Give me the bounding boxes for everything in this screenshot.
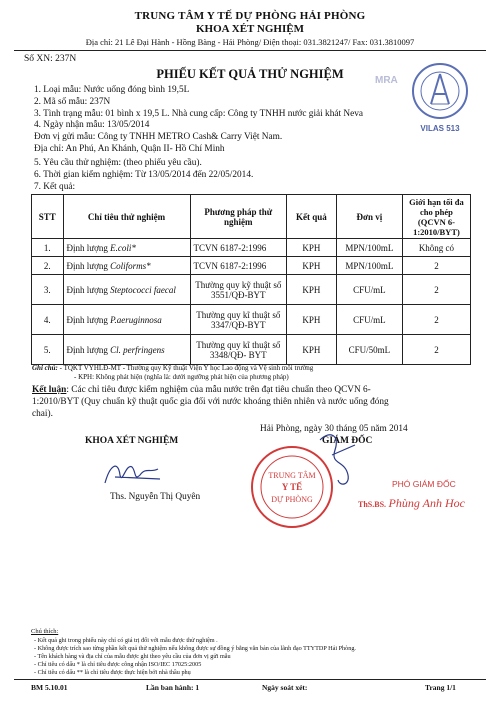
- info-line-9: 7. Kết quả:: [34, 182, 76, 192]
- cell-test-organism: Steptococci faecal: [110, 284, 176, 295]
- table-row: [32, 257, 471, 275]
- notes-label: Ghi chú:: [32, 364, 58, 372]
- deputy-title: PHÓ GIÁM ĐỐC: [392, 479, 456, 489]
- info-line-4: 4. Ngày nhận mẫu: 13/05/2014: [34, 120, 150, 130]
- footnote-1: - Kết quả ghi trong phiếu này chỉ có giá trị đối với mẫu được thử nghiệm .: [34, 637, 218, 644]
- cell-test-organism: E.coli*: [110, 242, 136, 253]
- cell-test-organism: P.aeruginnosa: [110, 314, 162, 325]
- cell-test: [63, 275, 190, 305]
- col-header-method: Phương pháp thử nghiệm: [190, 195, 287, 239]
- stamp-line-1: TRUNG TÂM: [268, 471, 316, 480]
- cell-stt: 5.: [32, 335, 64, 365]
- cell-method: TCVN 6187-2:1996: [190, 239, 287, 257]
- cell-method: Thường quy kỹ thuật số 3551/QĐ-BYT: [190, 275, 287, 305]
- footer-review: Ngày soát xét:: [262, 683, 308, 692]
- cell-method: Thường quy kĩ thuật số 3348/QĐ- BYT: [190, 335, 287, 365]
- deputy-name-line: [358, 496, 465, 511]
- col-header-limit: Giới hạn tối đa cho phép (QCVN 6-1:2010/BYT): [402, 195, 470, 239]
- cell-test-prefix: Định lượng: [66, 314, 111, 325]
- conclusion: [32, 384, 472, 420]
- vilas-code: VILAS 513: [420, 124, 460, 133]
- left-sign-name: Ths. Nguyễn Thị Quyên: [110, 492, 201, 502]
- right-sign-title: GIÁM ĐỐC: [322, 436, 373, 446]
- conclusion-text-1: : Các chỉ tiêu được kiểm nghiệm của mẫu nước trên đạt tiêu chuẩn theo QCVN 6-: [66, 385, 371, 395]
- cell-unit: CFU/mL: [336, 275, 402, 305]
- header-rule: [14, 50, 486, 51]
- conclusion-text-2: 1:2010/BYT (Quy chuẩn kỹ thuật quốc gia đối với nước khoáng thiên nhiên và nước uống đóng: [32, 397, 389, 407]
- cell-test: [63, 335, 190, 365]
- dept-name: KHOA XÉT NGHIỆM: [196, 23, 304, 35]
- cell-test-prefix: Định lượng: [66, 284, 111, 295]
- cell-stt: 3.: [32, 275, 64, 305]
- cell-stt: 4.: [32, 305, 64, 335]
- left-signature: [100, 455, 170, 490]
- table-row: [32, 239, 471, 257]
- notes-block: [32, 364, 313, 372]
- table-row: [32, 335, 471, 365]
- info-line-3: 3. Tình trạng mẫu: 01 bình x 19,5 L. Nhà cung cấp: Công ty TNHH nước giải khát Neva: [34, 109, 364, 119]
- footnote-label: Chú thích:: [31, 628, 59, 635]
- note-2: - KPH: Không phát hiện (nghĩa là: dưới ngưỡng phát hiện của phương pháp): [74, 373, 289, 381]
- cell-stt: 1.: [32, 239, 64, 257]
- sample-number: Số XN: 237N: [24, 54, 77, 64]
- cell-limit: 2: [402, 335, 470, 365]
- cell-test-organism: Cl. perfringens: [110, 344, 165, 355]
- cell-stt: 2.: [32, 257, 64, 275]
- conclusion-label: Kết luận: [32, 385, 67, 395]
- cell-limit: 2: [402, 275, 470, 305]
- col-header-unit: Đơn vị: [336, 195, 402, 239]
- deputy-name: Phùng Anh Hoc: [388, 496, 465, 510]
- col-header-test: Chỉ tiêu thử nghiệm: [63, 195, 190, 239]
- address-line: Địa chỉ: 21 Lê Đại Hành - Hồng Bàng - Hải Phòng/ Điện thoại: 031.3821247/ Fax: 031.3810097: [85, 37, 415, 47]
- info-line-6: Địa chỉ: An Phú, An Khánh, Quận II- Hồ Chí Minh: [34, 144, 225, 154]
- cell-method: TCVN 6187-2:1996: [190, 257, 287, 275]
- sign-date: Hải Phòng, ngày 30 tháng 05 năm 2014: [260, 424, 408, 434]
- cell-limit: 2: [402, 305, 470, 335]
- footer-page: Trang 1/1: [425, 683, 456, 692]
- info-line-2: 2. Mã số mẫu: 237N: [34, 97, 111, 107]
- footnote-2: - Không được trích sao từng phần kết quả thử nghiệm nếu không được sự đồng ý bằng văn bản của lãnh đạo TTYTDP Hải Phòng.: [34, 645, 356, 652]
- cell-limit: 2: [402, 257, 470, 275]
- table-row: [32, 275, 471, 305]
- cell-unit: MPN/100mL: [336, 239, 402, 257]
- info-line-7: 5. Yêu cầu thử nghiệm: (theo phiếu yêu cầu).: [34, 158, 202, 168]
- table-row: [32, 305, 471, 335]
- cell-unit: MPN/100mL: [336, 257, 402, 275]
- cell-result: KPH: [287, 257, 337, 275]
- cell-result: KPH: [287, 305, 337, 335]
- cell-method: Thường quy kĩ thuật số 3347/QĐ-BYT: [190, 305, 287, 335]
- cell-test: [63, 305, 190, 335]
- cell-test: [63, 239, 190, 257]
- org-name: TRUNG TÂM Y TẾ DỰ PHÒNG HẢI PHÒNG: [134, 10, 366, 22]
- cell-result: KPH: [287, 275, 337, 305]
- mra-watermark: MRA: [375, 75, 398, 86]
- footer-code: BM 5.10.01: [31, 683, 68, 692]
- col-header-result: Kết quả: [287, 195, 337, 239]
- results-table: [31, 194, 471, 365]
- cell-test-prefix: Định lượng: [66, 242, 111, 253]
- cell-test-organism: Coliforms*: [110, 260, 151, 271]
- cell-test-prefix: Định lượng: [66, 260, 111, 271]
- col-header-stt: STT: [32, 195, 64, 239]
- cell-result: KPH: [287, 239, 337, 257]
- note-1: - TQKT VYHLĐ-MT - Thường quy Kỹ thuật Viện Y học Lao động và Vệ sinh môi trường: [59, 364, 314, 372]
- cell-unit: CFU/mL: [336, 305, 402, 335]
- info-line-5: Đơn vị gửi mẫu: Công ty TNHH METRO Cash& Carry Việt Nam.: [34, 132, 283, 142]
- deputy-prefix: ThS.BS.: [358, 500, 387, 509]
- cell-result: KPH: [287, 335, 337, 365]
- footer-rule: [14, 679, 486, 680]
- director-signature: [310, 425, 373, 495]
- info-line-1: 1. Loại mẫu: Nước uống đóng bình 19,5L: [34, 85, 190, 95]
- cell-test: [63, 257, 190, 275]
- footnote-4: - Chỉ tiêu có dấu * là chỉ tiêu được công nhận ISO/IEC 17025:2005: [34, 661, 202, 668]
- cell-limit: Không có: [402, 239, 470, 257]
- info-line-8: 6. Thời gian kiểm nghiệm: Từ 13/05/2014 đến 22/05/2014.: [34, 170, 254, 180]
- conclusion-text-3: chai).: [32, 409, 53, 419]
- stamp-line-2: Y TẾ: [281, 482, 303, 492]
- footer-issue: Lần ban hành: 1: [146, 683, 200, 692]
- cell-unit: CFU/50mL: [336, 335, 402, 365]
- cell-test-prefix: Định lượng: [66, 344, 111, 355]
- stamp-line-3: DỰ PHÒNG: [271, 495, 313, 504]
- document-title: PHIẾU KẾT QUẢ THỬ NGHIỆM: [156, 67, 344, 81]
- footnote-3: - Tên khách hàng và địa chỉ của mẫu được ghi theo yêu cầu của đơn vị gửi mẫu: [34, 653, 231, 660]
- left-sign-title: KHOA XÉT NGHIỆM: [85, 436, 179, 446]
- footnote-5: - Chỉ tiêu có dấu ** là chỉ tiêu được thực hiện bởi nhà thầu phụ: [34, 669, 191, 676]
